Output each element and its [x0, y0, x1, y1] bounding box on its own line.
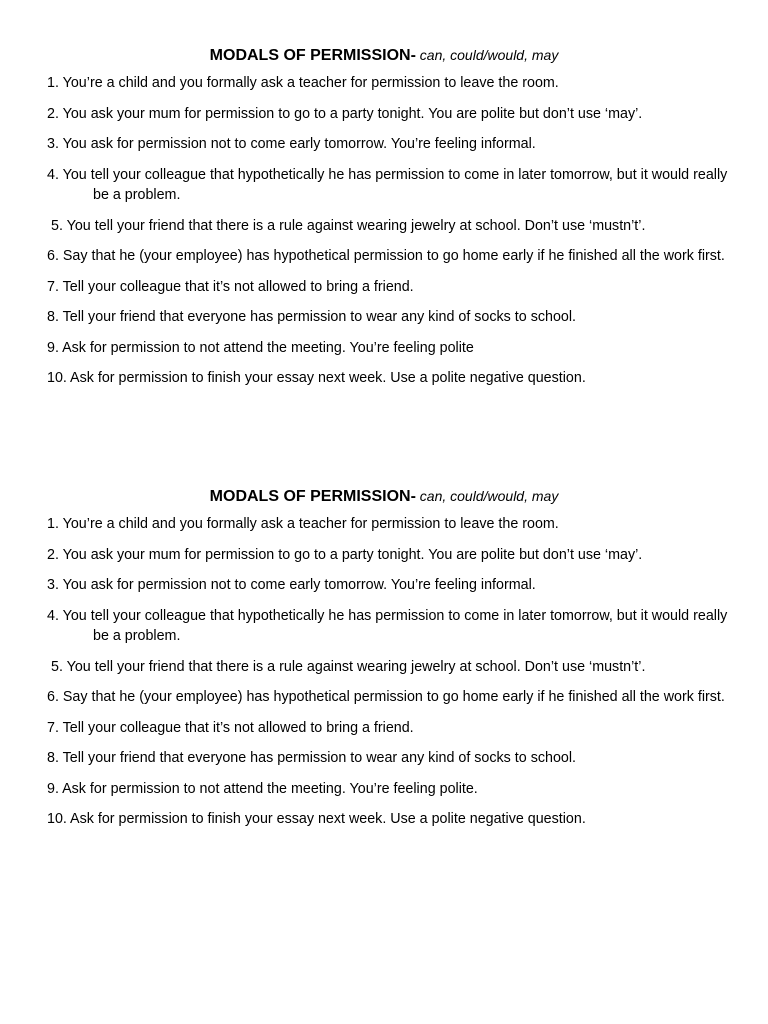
question-item: 3. You ask for permission not to come early tomorrow. You’re feeling informal.	[47, 577, 536, 593]
question-item: 8. Tell your friend that everyone has permission to wear any kind of socks to school.	[47, 750, 576, 766]
question-list	[0, 514, 768, 830]
worksheet-title	[0, 44, 768, 67]
question-item: 9. Ask for permission to not attend the meeting. You’re feeling polite.	[47, 780, 478, 797]
question-item: 1. You’re a child and you formally ask a teacher for permission to leave the room.	[47, 516, 559, 532]
title-main: MODALS OF PERMISSION-	[209, 488, 416, 505]
question-item: 4. You tell your colleague that hypothetically he has permission to come in later tomorrow, but it would really be a problem.	[47, 607, 728, 644]
title-main: MODALS OF PERMISSION-	[209, 47, 416, 64]
title-subtitle: can, could/would, may	[415, 488, 559, 504]
question-item: 9. Ask for permission to not attend the meeting. You’re feeling polite	[47, 339, 474, 356]
question-item: 6. Say that he (your employee) has hypothetical permission to go home early if he finished all the work first.	[47, 689, 725, 705]
worksheet-title	[0, 485, 768, 508]
question-item: 7. Tell your colleague that it’s not allowed to bring a friend.	[47, 719, 414, 736]
question-item: 2. You ask your mum for permission to go to a party tonight. You are polite but don’t use ‘may’.	[47, 546, 643, 563]
question-item: 8. Tell your friend that everyone has permission to wear any kind of socks to school.	[47, 309, 576, 325]
question-item: 7. Tell your colleague that it’s not allowed to bring a friend.	[47, 278, 414, 295]
question-item: 2. You ask your mum for permission to go to a party tonight. You are polite but don’t use ‘may’.	[47, 105, 643, 122]
worksheet-2	[0, 485, 768, 840]
question-item: 10. Ask for permission to finish your essay next week. Use a polite negative question.	[47, 811, 586, 827]
question-list	[0, 73, 768, 389]
worksheet-1	[0, 44, 768, 399]
question-item: 3. You ask for permission not to come early tomorrow. You’re feeling informal.	[47, 136, 536, 152]
question-item: 4. You tell your colleague that hypothetically he has permission to come in later tomorrow, but it would really be a problem.	[47, 166, 728, 203]
question-item: 1. You’re a child and you formally ask a teacher for permission to leave the room.	[47, 75, 559, 91]
question-item: 6. Say that he (your employee) has hypothetical permission to go home early if he finished all the work first.	[47, 248, 725, 264]
title-subtitle: can, could/would, may	[415, 47, 559, 63]
question-item: 5. You tell your friend that there is a rule against wearing jewelry at school. Don’t use ‘mustn’t’.	[51, 658, 646, 675]
question-item: 5. You tell your friend that there is a rule against wearing jewelry at school. Don’t use ‘mustn’t’.	[51, 217, 646, 234]
question-item: 10. Ask for permission to finish your essay next week. Use a polite negative question.	[47, 370, 586, 386]
